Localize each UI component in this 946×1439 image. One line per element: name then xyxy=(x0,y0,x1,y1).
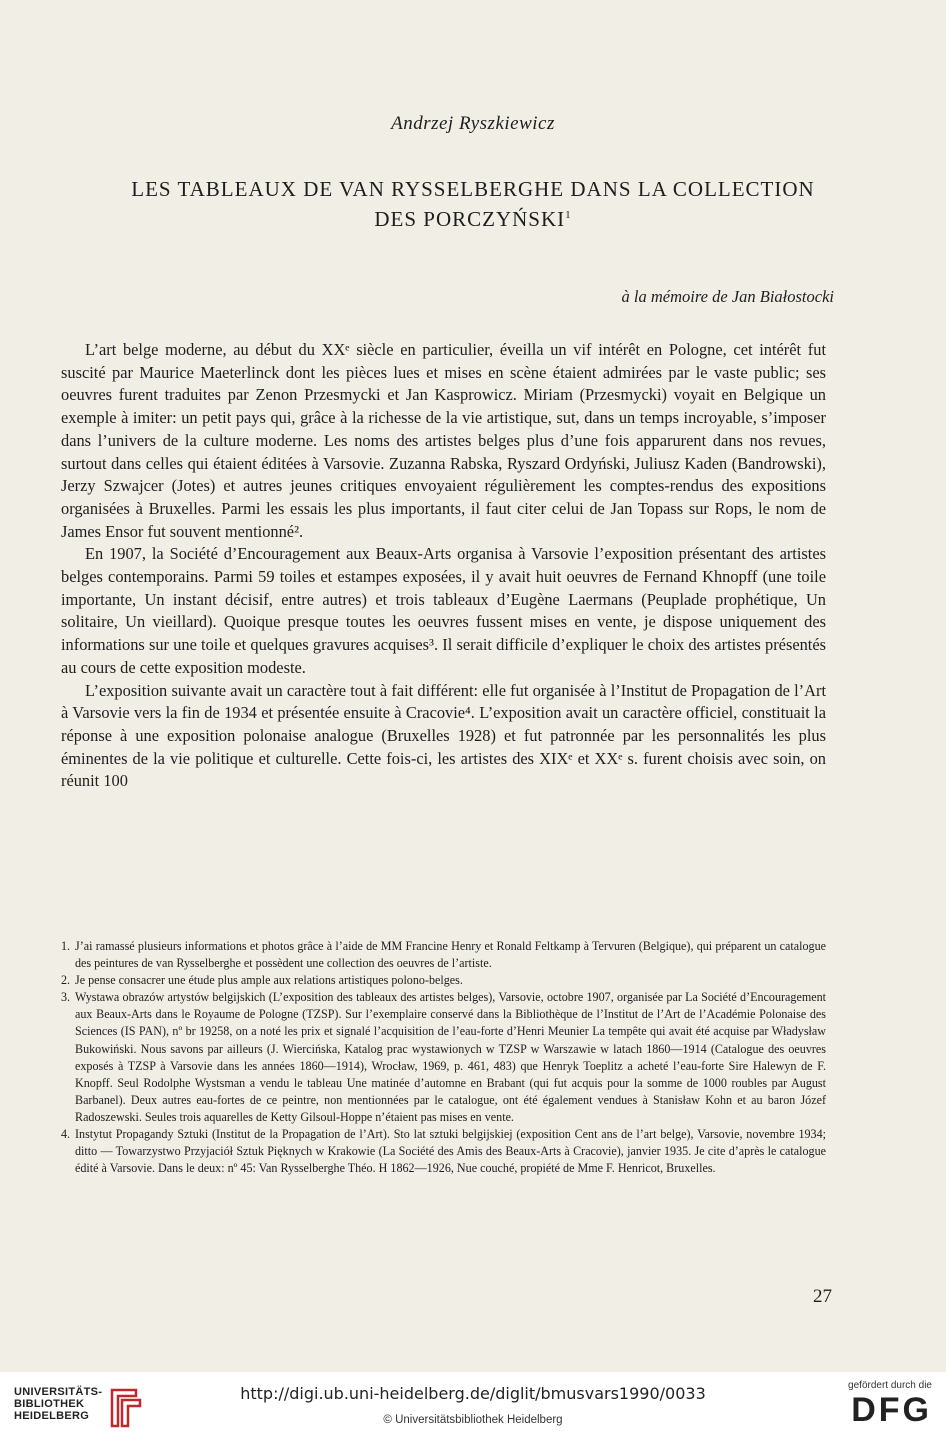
title-line-2-text: DES PORCZYŃSKI xyxy=(374,207,566,231)
footnote-1 xyxy=(61,938,826,972)
library-name-line-2: BIBLIOTHEK xyxy=(14,1398,85,1410)
body-text xyxy=(61,339,826,793)
footnote-2 xyxy=(61,972,826,989)
funded-by-label: gefördert durch die xyxy=(848,1380,932,1391)
footnote-number: 2. xyxy=(61,973,71,988)
library-name-line-1: UNIVERSITÄTS- xyxy=(14,1386,103,1398)
dfg-wordmark: DFG xyxy=(851,1391,932,1429)
copyright-notice: © Universitätsbibliothek Heidelberg xyxy=(383,1414,563,1426)
article-title xyxy=(40,176,906,232)
footnote-4 xyxy=(61,1126,826,1177)
page-number: 27 xyxy=(813,1286,832,1307)
footnote-number: 3. xyxy=(61,990,71,1005)
paragraph-2: En 1907, la Société d’Encouragement aux Beaux-Arts organisa à Varsovie l’exposition présentant des artistes belges contemporains. Parmi 59 toiles et estampes exposées, il y avait huit oeuvres de Fernand Khnopff (une toile importante, Un instant décisif, entre autres) et trois tableaux d’Eugène Laermans (Peuplade prophétique, Un solitaire, Un vieillard). Quoique presque toutes les oeuvres fussent mises en vente, je dispose uniquement des informations sur une toile et quelques gravures acquises³. Il serait difficile d’expliquer le choix des artistes présentés au cours de cette exposition modeste. xyxy=(61,544,826,677)
dfg-logo[interactable] xyxy=(822,1380,932,1434)
footnote-text: J’ai ramassé plusieurs informations et photos grâce à l’aide de MM Francine Henry et Ronald Feltkamp à Tervuren (Belgique), qui préparent un catalogue des peintures de van Rysselberghe et possèdent une collection des oeuvres de l’artiste. xyxy=(75,939,826,971)
author-name: Andrzej Ryszkiewicz xyxy=(391,113,555,134)
paragraph-1: L’art belge moderne, au début du XXᵉ siècle en particulier, éveilla un vif intérêt en Pologne, cet intérêt fut suscité par Maurice Maeterlinck dont les pièces lues et mises en scène étaient admirées par le vaste public; ses oeuvres furent traduites par Zenon Przesmycki et Jan Kasprowicz. Miriam (Przesmycki) voyait en Belgique un exemple à imiter: un petit pays qui, grâce à la richesse de la vie artistique, sut, dans un temps incroyable, s’imposer dans l’univers de la culture moderne. Les noms des artistes belges plus d’une fois apparurent dans nos revues, surtout dans celles qui étaient éditées à Varsovie. Zuzanna Rabska, Ryszard Ordyński, Juliusz Kaden (Bandrowski), Jerzy Szwajcer (Jotes) et autres jeunes critiques envoyaient régulièrement les comptes-rendus des expositions organisées à Bruxelles. Parmi les essais les plus importants, il faut citer celui de Jan Topass sur Rops, le nom de James Ensor fut souvent mentionné². xyxy=(61,340,826,541)
footer-bar xyxy=(0,1372,946,1439)
library-name-line-3: HEIDELBERG xyxy=(14,1410,90,1422)
footnote-number: 1. xyxy=(61,939,71,953)
footnotes xyxy=(61,938,826,1177)
title-line-1: LES TABLEAUX DE VAN RYSSELBERGHE DANS LA COLLECTION xyxy=(131,177,815,201)
source-url[interactable]: http://digi.ub.uni-heidelberg.de/diglit/bmusvars1990/0033 xyxy=(240,1384,706,1403)
paragraph-3: L’exposition suivante avait un caractère tout à fait différent: elle fut organisée à l’Institut de Propagation de l’Art à Varsovie vers la fin de 1934 et présentée ensuite à Cracovie⁴. L’exposition avait un caractère officiel, constituait la réponse à une exposition polonaise analogue (Bruxelles 1928) et fut patronnée par les personnalités les plus éminentes de la vie politique et culturelle. Cette fois-ci, les artistes des XIXᵉ et XXᵉ s. furent choisis avec soin, on réunit 100 xyxy=(61,680,826,791)
title-footnote-ref: 1 xyxy=(565,209,572,221)
dedication: à la mémoire de Jan Białostocki xyxy=(621,287,834,306)
footnote-text: Wystawa obrazów artystów belgijskich (L’exposition des tableaux des artistes belges), Varsovie, octobre 1907, organisée par La Société d’Encouragement aux Beaux-Arts dans le Royaume de Pologne (TZSP). Sur l’exemplaire conservé dans la Bibliothèque de l’Institut de l’Art de l’Académie Polonaise des Sciences (IS PAN), nº br 19258, on a noté les prix et signalé l’acquisition de l’eau-forte d’Henri Meunier La tempête qui avait été acquise par Władysław Bukowiński. Nous savons par ailleurs (J. Wiercińska, Katalog prac wystawionych w TZSP w Warszawie w latach 1860—1914 (Catalogue des oeuvres exposés à TZSP à Varsovie dans les années 1860—1914), Wrocław, 1969, p. 461, 483) que Henryk Toeplitz a acheté l’eau-forte Sire Halewyn de F. Knopff. Seul Rodolphe Wystsman a vendu le tableau Une matinée d’automne en Brabant (qui fut acquis pour la somme de 1000 roubles par August Barbanel). Deux autres eau-fortes de ce peintre, non mentionnées par le catalogue, ont été également vendues à Stanisław Kohn et au baron Józef Radoszewski. Seules trois aquarelles de Ketty Gilsoul-Hoppe n’étaient pas mises en vente. xyxy=(75,990,826,1124)
footnote-text: Instytut Propagandy Sztuki (Institut de la Propagation de l’Art). Sto lat sztuki belgijskiej (exposition Cent ans de l’art belge), Varsovie, novembre 1934; ditto — Towarzystwo Przyjaciół Sztuk Pięknych w Krakowie (La Société des Amis des Beaux-Arts à Cracovie), janvier 1935. Je cite d’après le catalogue édité à Varsovie. Dans le deux: nº 45: Van Rysselberghe Théo. H 1862—1926, Nue couché, propiété de Mme F. Henricot, Bruxelles. xyxy=(75,1127,826,1176)
footnote-number: 4. xyxy=(61,1127,71,1142)
footnote-text: Je pense consacrer une étude plus ample aux relations artistiques polono-belges. xyxy=(75,973,463,988)
title-line-2 xyxy=(40,202,906,232)
footnote-3 xyxy=(61,989,826,1126)
